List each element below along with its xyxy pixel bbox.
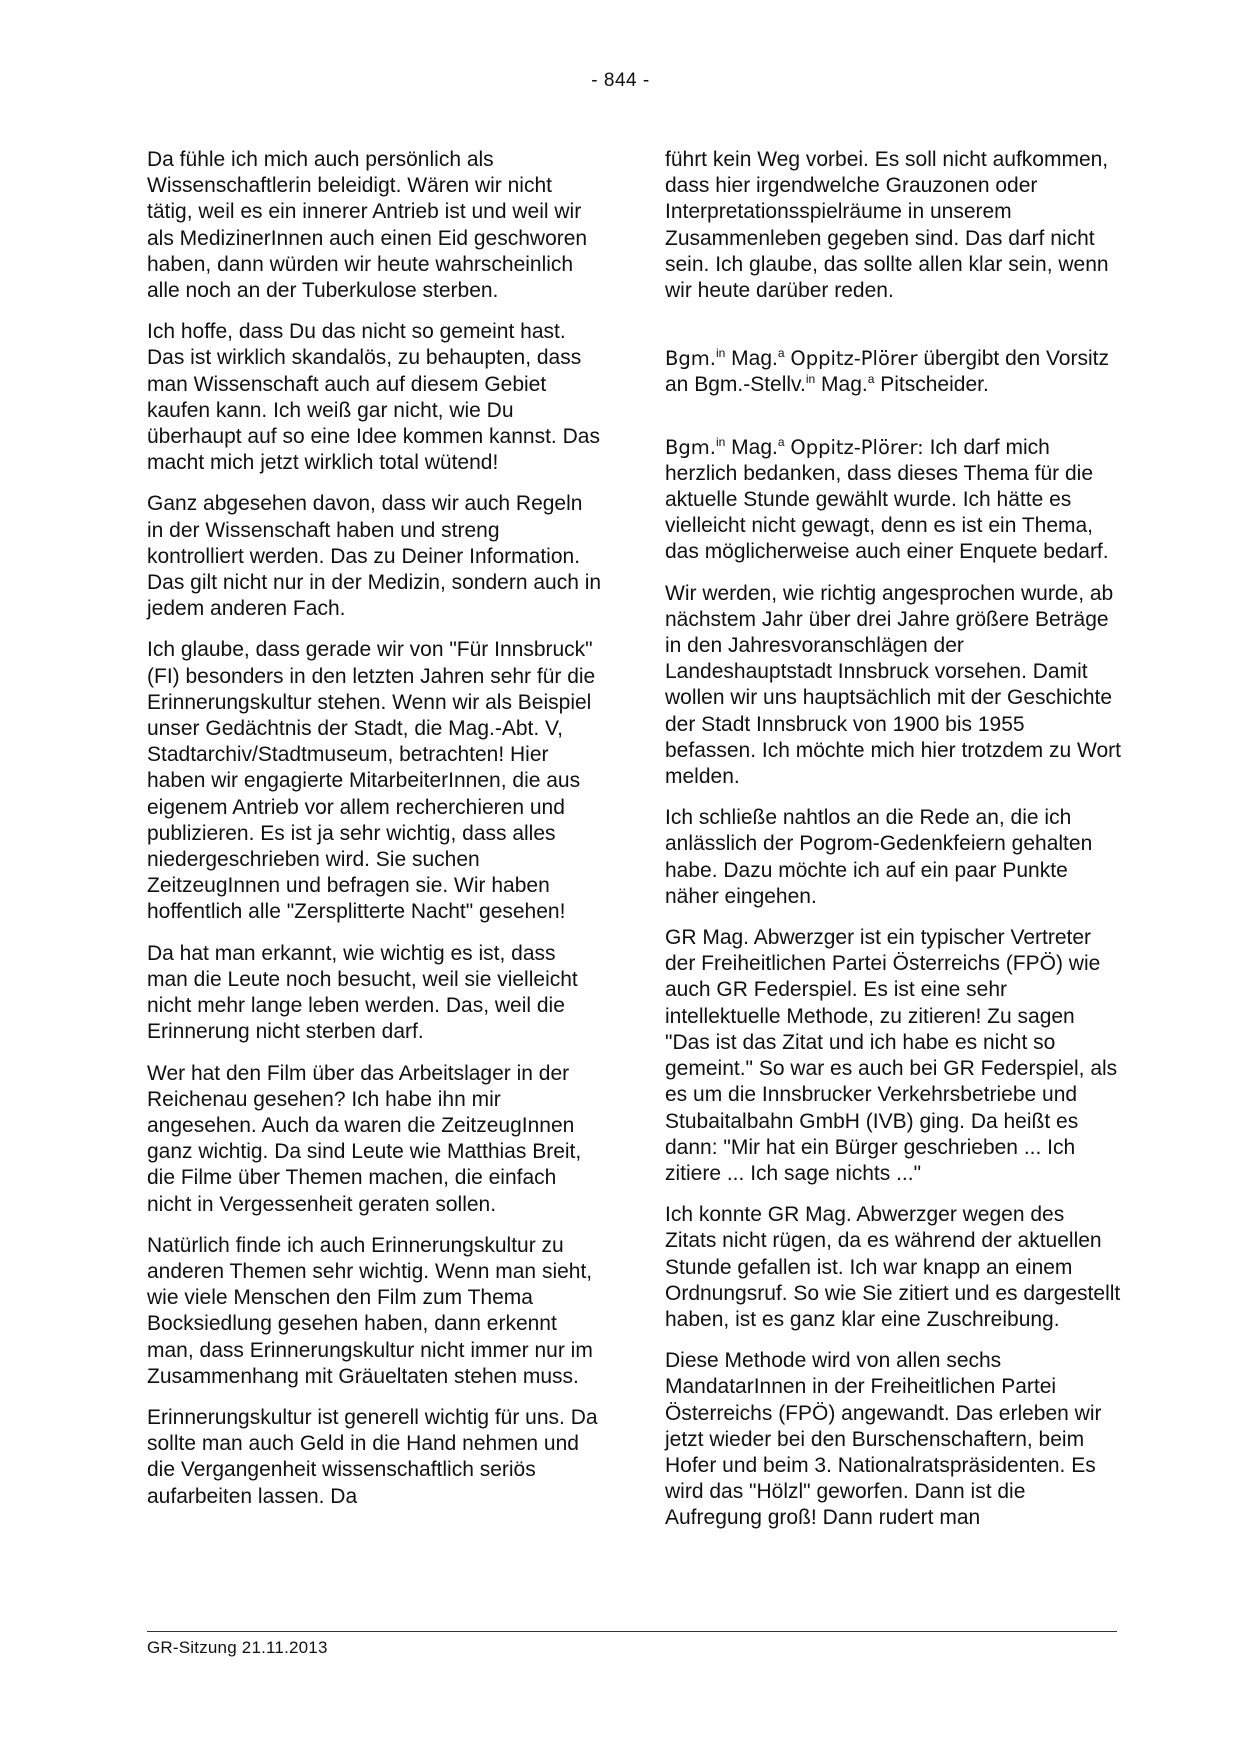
paragraph: Ganz abgesehen davon, dass wir auch Regeln in der Wissenschaft haben und streng kontrolliert werden. Das zu Deiner Information. Das gilt nicht nur in der Medizin, sondern auch in jedem anderen Fach. — [147, 492, 602, 621]
paragraph: Ich hoffe, dass Du das nicht so gemeint hast. Das ist wirklich skandalös, zu behaupten, dass man Wissenschaft auch auf diesem Gebiet kaufen kann. Ich weiß gar nicht, wie Du überhaupt auf so eine Idee kommen kannst. Das macht mich jetzt wirklich total wütend! — [147, 320, 600, 475]
footer-session-date: GR-Sitzung 21.11.2013 — [147, 1638, 328, 1657]
speaker-label: Bgm. — [665, 435, 716, 459]
footer-divider — [147, 1631, 1117, 1632]
paragraph: Natürlich finde ich auch Erinnerungskultur zu anderen Themen sehr wichtig. Wenn man sieht, wie viele Menschen den Film zum Thema Bocksiedlung gesehen haben, dann erkennt man, dass Erinnerungskultur nicht immer nur im Zusammenhang mit Gräueltaten stehen muss. — [147, 1233, 593, 1388]
paragraph: Diese Methode wird von allen sechs MandatarInnen in der Freiheitlichen Partei Österreichs (FPÖ) angewandt. Das erleben wir jetzt wieder bei den Burschenschaftern, beim Hofer und beim 3. Nationalratspräsidenten. Es wird das "Hölzl" geworfen. Dann ist die Aufregung groß! Dann rudert man — [665, 1349, 1102, 1530]
paragraph: Wir werden, wie richtig angesprochen wurde, ab nächstem Jahr über drei Jahre größere Beträge in den Jahresvoranschlägen der Landeshauptstadt Innsbruck vorsehen. Damit wollen wir uns hauptsächlich mit der Geschichte der Stadt Innsbruck von 1900 bis 1955 befassen. Ich möchte mich hier trotzdem zu Wort melden. — [665, 581, 1121, 789]
chair-handover-note: Bgm.$^{in}$ Mag.$^a$ Oppitz-Plörer übergibt den Vorsitz an Bgm.-Stellv.$^{in}$ Mag.$^a$ Pitscheider. — [665, 346, 1109, 397]
speaker-name: Oppitz-Plörer — [790, 347, 918, 371]
left-column — [147, 147, 602, 1525]
paragraph: Ich glaube, dass gerade wir von "Für Innsbruck" (FI) besonders in den letzten Jahren sehr für die Erinnerungskultur stehen. Wenn wir als Beispiel unser Gedächtnis der Stadt, die Mag.-Abt. V, Stadtarchiv/Stadtmuseum, betrachten! Hier haben wir engagierte MitarbeiterInnen, die aus eigenem Antrieb vor allem recherchieren und publizieren. Es ist ja sehr wichtig, dass alles niedergeschrieben wird. Sie suchen ZeitzeugInnen und befragen sie. Wir haben hoffentlich alle "Zersplitterte Nacht" gesehen! — [147, 638, 596, 924]
paragraph: führt kein Weg vorbei. Es soll nicht aufkommen, dass hier irgendwelche Grauzonen oder Interpretationsspielräume in unserem Zusammenleben gegeben sind. Das darf nicht sein. Ich glaube, das sollte allen klar sein, wenn wir heute darüber reden. — [665, 148, 1109, 303]
paragraph: Ich konnte GR Mag. Abwerzger wegen des Zitats nicht rügen, da es während der aktuellen Stunde gefallen ist. Ich war knapp an einem Ordnungsruf. So wie Sie zitiert und es dargestellt haben, ist es ganz klar eine Zuschreibung. — [665, 1203, 1121, 1331]
speech-intro: Bgm.$^{in}$ Mag.$^a$ Oppitz-Plörer: Ich darf mich herzlich bedanken, dass dieses Thema für die aktuelle Stunde gewählt wurde. Ich hätte es vielleicht nicht gewagt, denn es ist ein Thema, das möglicherweise auch einer Enquete bedarf. — [665, 434, 1109, 564]
right-column — [665, 147, 1121, 1547]
paragraph: GR Mag. Abwerzger ist ein typischer Vertreter der Freiheitlichen Partei Österreichs (FPÖ) wie auch GR Federspiel. Es ist eine sehr intellektuelle Methode, zu zitieren! Zu sagen "Das ist das Zitat und ich habe es nicht so gemeint." So war es auch bei GR Federspiel, als es um die Innsbrucker Verkehrsbetriebe und Stubaitalbahn GmbH (IVB) ging. Da heißt es dann: "Mir hat ein Bürger geschrieben ... Ich zitiere ... Ich sage nichts ..." — [665, 926, 1118, 1185]
page-number: - 844 - — [591, 70, 650, 91]
paragraph: Da hat man erkannt, wie wichtig es ist, dass man die Leute noch besucht, weil sie vielleicht nicht mehr lange leben werden. Das, weil die Erinnerung nicht sterben darf. — [147, 941, 578, 1044]
speaker-name: Oppitz-Plörer: — [790, 435, 924, 459]
paragraph: Da fühle ich mich auch persönlich als Wissenschaftlerin beleidigt. Wären wir nicht tätig, weil es ein innerer Antrieb ist und weil wir als MedizinerInnen auch einen Eid geschworen haben, dann würden wir heute wahrscheinlich alle noch an der Tuberkulose sterben. — [147, 148, 588, 303]
speaker-label: Bgm. — [665, 347, 716, 371]
paragraph: Erinnerungskultur ist generell wichtig für uns. Da sollte man auch Geld in die Hand nehmen und die Vergangenheit wissenschaftlich seriös aufarbeiten lassen. Da — [147, 1405, 598, 1508]
paragraph: Wer hat den Film über das Arbeitslager in der Reichenau gesehen? Ich habe ihn mir angesehen. Auch da waren die ZeitzeugInnen ganz wichtig. Da sind Leute wie Matthias Breit, die Filme über Themen machen, die einfach nicht in Vergessenheit geraten sollen. — [147, 1061, 582, 1216]
paragraph: Ich schließe nahtlos an die Rede an, die ich anlässlich der Pogrom-Gedenkfeiern gehalten habe. Dazu möchte ich auf ein paar Punkte näher eingehen. — [665, 806, 1093, 908]
